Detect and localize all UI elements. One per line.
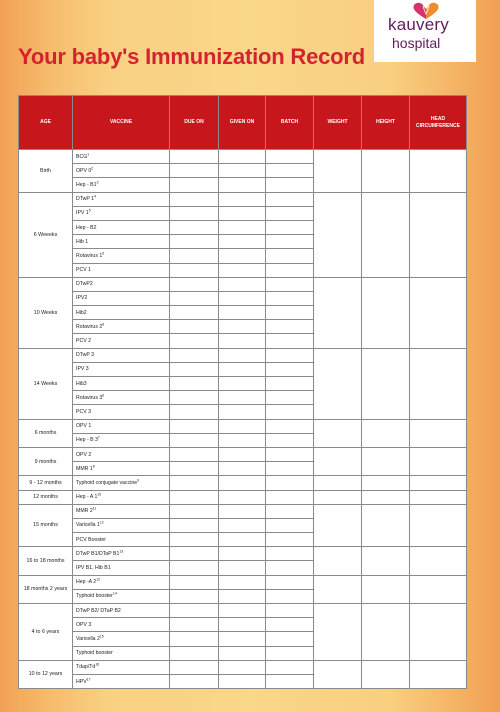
weight-field[interactable] bbox=[314, 348, 362, 419]
given-on-field[interactable] bbox=[219, 334, 266, 348]
given-on-field[interactable] bbox=[219, 533, 266, 547]
immunization-table bbox=[18, 95, 467, 689]
vaccine-name: OPV 3 bbox=[76, 621, 92, 628]
given-on-field[interactable] bbox=[219, 306, 266, 320]
due-on-field[interactable] bbox=[170, 419, 219, 433]
age-cell: 18 months 2 years bbox=[19, 575, 73, 603]
vaccine-name: OPV 0 bbox=[76, 167, 92, 174]
age-cell: 4 to 6 years bbox=[19, 604, 73, 661]
vaccine-name: MMR 1 bbox=[76, 465, 93, 472]
batch-field[interactable] bbox=[266, 391, 314, 405]
due-on-field[interactable] bbox=[170, 235, 219, 249]
weight-field[interactable] bbox=[314, 547, 362, 575]
footnote-marker: 1 bbox=[87, 151, 90, 156]
vaccine-cell bbox=[73, 646, 170, 660]
vaccine-cell bbox=[73, 561, 170, 575]
batch-field[interactable] bbox=[266, 405, 314, 419]
height-field[interactable] bbox=[362, 447, 410, 475]
head-circumference-field[interactable] bbox=[410, 476, 467, 490]
footnote-marker: 10 bbox=[97, 492, 102, 497]
vaccine-name: PCV Booster bbox=[76, 536, 106, 543]
batch-field[interactable] bbox=[266, 476, 314, 490]
vaccine-name: Varicella 2 bbox=[76, 635, 100, 642]
vaccine-cell bbox=[73, 306, 170, 320]
vaccine-name: Hep - A 1 bbox=[76, 494, 98, 501]
vaccine-cell bbox=[73, 320, 170, 334]
head-circumference-field[interactable] bbox=[410, 447, 467, 475]
due-on-field[interactable] bbox=[170, 674, 219, 688]
age-cell: 16 to 18 months bbox=[19, 547, 73, 575]
footnote-marker: 6 bbox=[102, 393, 105, 398]
vaccine-name: Hib2 bbox=[76, 309, 87, 316]
given-on-field[interactable] bbox=[219, 405, 266, 419]
due-on-field[interactable] bbox=[170, 192, 219, 206]
given-on-field[interactable] bbox=[219, 348, 266, 362]
vaccine-name: Varicella 1 bbox=[76, 522, 100, 529]
table-row bbox=[19, 490, 467, 504]
given-on-field[interactable] bbox=[219, 490, 266, 504]
vaccine-name: DTwP B1/DTaP B1 bbox=[76, 550, 120, 557]
table-row bbox=[19, 150, 467, 164]
vaccine-cell bbox=[73, 433, 170, 447]
batch-field[interactable] bbox=[266, 674, 314, 688]
batch-field[interactable] bbox=[266, 362, 314, 376]
table-row bbox=[19, 575, 467, 589]
due-on-field[interactable] bbox=[170, 589, 219, 603]
vaccine-name: DTwP B2/ DTaP B2 bbox=[76, 607, 121, 614]
batch-field[interactable] bbox=[266, 533, 314, 547]
height-field[interactable] bbox=[362, 575, 410, 603]
batch-field[interactable] bbox=[266, 561, 314, 575]
batch-field[interactable] bbox=[266, 490, 314, 504]
weight-field[interactable] bbox=[314, 504, 362, 547]
due-on-field[interactable] bbox=[170, 618, 219, 632]
vaccine-name: OPV 2 bbox=[76, 451, 92, 458]
column-header-age: AGE bbox=[19, 96, 73, 150]
vaccine-name: Typhoid conjugate vaccine bbox=[76, 479, 138, 486]
vaccine-name: Hep - B2 bbox=[76, 224, 97, 231]
vaccine-cell bbox=[73, 291, 170, 305]
due-on-field[interactable] bbox=[170, 533, 219, 547]
footnote-marker: 16 bbox=[95, 662, 100, 667]
vaccine-cell bbox=[73, 447, 170, 461]
due-on-field[interactable] bbox=[170, 504, 219, 518]
batch-field[interactable] bbox=[266, 291, 314, 305]
batch-field[interactable] bbox=[266, 632, 314, 646]
column-header-weight: WEIGHT bbox=[314, 96, 362, 150]
height-field[interactable] bbox=[362, 150, 410, 193]
vaccine-cell bbox=[73, 277, 170, 291]
age-cell: Birth bbox=[19, 150, 73, 193]
vaccine-cell bbox=[73, 263, 170, 277]
vaccine-cell bbox=[73, 533, 170, 547]
due-on-field[interactable] bbox=[170, 291, 219, 305]
due-on-field[interactable] bbox=[170, 206, 219, 220]
vaccine-cell bbox=[73, 391, 170, 405]
weight-field[interactable] bbox=[314, 150, 362, 193]
vaccine-name: HPV bbox=[76, 678, 87, 685]
height-field[interactable] bbox=[362, 490, 410, 504]
vaccine-name: DTwP 1 bbox=[76, 196, 95, 203]
vaccine-name: Tdap/Td bbox=[76, 664, 96, 671]
given-on-field[interactable] bbox=[219, 561, 266, 575]
vaccine-name: Hep - B 3 bbox=[76, 437, 98, 444]
vaccine-name: DTwP 3 bbox=[76, 352, 95, 359]
vaccine-cell bbox=[73, 405, 170, 419]
given-on-field[interactable] bbox=[219, 589, 266, 603]
vaccine-cell bbox=[73, 618, 170, 632]
vaccine-cell bbox=[73, 150, 170, 164]
footnote-marker: 15 bbox=[99, 634, 104, 639]
vaccine-name: Hib3 bbox=[76, 380, 87, 387]
head-circumference-field[interactable] bbox=[410, 575, 467, 603]
vaccine-name: IPV 1 bbox=[76, 210, 89, 217]
due-on-field[interactable] bbox=[170, 306, 219, 320]
weight-field[interactable] bbox=[314, 447, 362, 475]
vaccine-name: Rotavirus 2 bbox=[76, 323, 103, 330]
batch-field[interactable] bbox=[266, 518, 314, 532]
given-on-field[interactable] bbox=[219, 476, 266, 490]
vaccine-name: IPV B1, Hib B1 bbox=[76, 565, 111, 572]
given-on-field[interactable] bbox=[219, 391, 266, 405]
given-on-field[interactable] bbox=[219, 235, 266, 249]
batch-field[interactable] bbox=[266, 646, 314, 660]
given-on-field[interactable] bbox=[219, 362, 266, 376]
vaccine-cell bbox=[73, 192, 170, 206]
table-row bbox=[19, 660, 467, 674]
vaccine-name: BCG bbox=[76, 153, 88, 160]
vaccine-name: PCV 1 bbox=[76, 267, 91, 274]
weight-field[interactable] bbox=[314, 277, 362, 348]
given-on-field[interactable] bbox=[219, 547, 266, 561]
vaccine-cell bbox=[73, 476, 170, 490]
vaccine-name: Rotavirus 3 bbox=[76, 394, 103, 401]
due-on-field[interactable] bbox=[170, 447, 219, 461]
vaccine-cell bbox=[73, 674, 170, 688]
due-on-field[interactable] bbox=[170, 263, 219, 277]
given-on-field[interactable] bbox=[219, 674, 266, 688]
age-cell: 14 Weeks bbox=[19, 348, 73, 419]
column-header-due-on: DUE ON bbox=[170, 96, 219, 150]
due-on-field[interactable] bbox=[170, 150, 219, 164]
weight-field[interactable] bbox=[314, 419, 362, 447]
given-on-field[interactable] bbox=[219, 462, 266, 476]
weight-field[interactable] bbox=[314, 476, 362, 490]
due-on-field[interactable] bbox=[170, 660, 219, 674]
batch-field[interactable] bbox=[266, 178, 314, 192]
batch-field[interactable] bbox=[266, 192, 314, 206]
column-header-head-circumference: HEAD CIRCUMFERENCE bbox=[410, 96, 467, 150]
vaccine-cell bbox=[73, 604, 170, 618]
due-on-field[interactable] bbox=[170, 476, 219, 490]
given-on-field[interactable] bbox=[219, 604, 266, 618]
vaccine-cell bbox=[73, 178, 170, 192]
vaccine-cell bbox=[73, 419, 170, 433]
column-header-given-on: GIVEN ON bbox=[219, 96, 266, 150]
table-row bbox=[19, 277, 467, 291]
vaccine-cell bbox=[73, 504, 170, 518]
vaccine-name: Hib 1 bbox=[76, 238, 89, 245]
given-on-field[interactable] bbox=[219, 150, 266, 164]
given-on-field[interactable] bbox=[219, 178, 266, 192]
age-cell: 6 months bbox=[19, 419, 73, 447]
batch-field[interactable] bbox=[266, 504, 314, 518]
given-on-field[interactable] bbox=[219, 164, 266, 178]
batch-field[interactable] bbox=[266, 377, 314, 391]
due-on-field[interactable] bbox=[170, 575, 219, 589]
given-on-field[interactable] bbox=[219, 646, 266, 660]
table-row bbox=[19, 476, 467, 490]
given-on-field[interactable] bbox=[219, 263, 266, 277]
page-title: Your baby's Immunization Record bbox=[18, 44, 366, 69]
height-field[interactable] bbox=[362, 660, 410, 688]
height-field[interactable] bbox=[362, 348, 410, 419]
head-circumference-field[interactable] bbox=[410, 490, 467, 504]
due-on-field[interactable] bbox=[170, 164, 219, 178]
footnote-marker: 3 bbox=[96, 180, 99, 185]
footnote-marker: 4 bbox=[94, 194, 97, 199]
batch-field[interactable] bbox=[266, 462, 314, 476]
footnote-marker: 8 bbox=[92, 463, 95, 468]
vaccine-cell bbox=[73, 490, 170, 504]
given-on-field[interactable] bbox=[219, 206, 266, 220]
age-cell: 9 - 12 months bbox=[19, 476, 73, 490]
height-field[interactable] bbox=[362, 277, 410, 348]
batch-field[interactable] bbox=[266, 220, 314, 234]
head-circumference-field[interactable] bbox=[410, 547, 467, 575]
given-on-field[interactable] bbox=[219, 377, 266, 391]
vaccine-name: IPV 3 bbox=[76, 366, 89, 373]
vaccine-name: DTwP2 bbox=[76, 281, 93, 288]
due-on-field[interactable] bbox=[170, 518, 219, 532]
given-on-field[interactable] bbox=[219, 660, 266, 674]
vaccine-cell bbox=[73, 518, 170, 532]
footnote-marker: 12 bbox=[99, 520, 104, 525]
head-circumference-field[interactable] bbox=[410, 192, 467, 277]
batch-field[interactable] bbox=[266, 150, 314, 164]
weight-field[interactable] bbox=[314, 490, 362, 504]
vaccine-name: Hep -A 2 bbox=[76, 579, 97, 586]
height-field[interactable] bbox=[362, 476, 410, 490]
footnote-marker: 11 bbox=[92, 506, 97, 511]
batch-field[interactable] bbox=[266, 235, 314, 249]
given-on-field[interactable] bbox=[219, 575, 266, 589]
given-on-field[interactable] bbox=[219, 618, 266, 632]
weight-field[interactable] bbox=[314, 192, 362, 277]
batch-field[interactable] bbox=[266, 447, 314, 461]
vaccine-cell bbox=[73, 660, 170, 674]
given-on-field[interactable] bbox=[219, 504, 266, 518]
due-on-field[interactable] bbox=[170, 348, 219, 362]
vaccine-name: Typhoid booster bbox=[76, 593, 113, 600]
batch-field[interactable] bbox=[266, 277, 314, 291]
vaccine-name: PCV 3 bbox=[76, 408, 91, 415]
age-cell: 9 months bbox=[19, 447, 73, 475]
due-on-field[interactable] bbox=[170, 490, 219, 504]
table-row bbox=[19, 604, 467, 618]
batch-field[interactable] bbox=[266, 348, 314, 362]
vaccine-cell bbox=[73, 547, 170, 561]
batch-field[interactable] bbox=[266, 660, 314, 674]
due-on-field[interactable] bbox=[170, 604, 219, 618]
footnote-marker: 13 bbox=[119, 549, 124, 554]
table-row bbox=[19, 419, 467, 433]
height-field[interactable] bbox=[362, 504, 410, 547]
vaccine-name: IPV2 bbox=[76, 295, 88, 302]
batch-field[interactable] bbox=[266, 206, 314, 220]
head-circumference-field[interactable] bbox=[410, 504, 467, 547]
vaccine-cell bbox=[73, 249, 170, 263]
due-on-field[interactable] bbox=[170, 462, 219, 476]
weight-field[interactable] bbox=[314, 660, 362, 688]
due-on-field[interactable] bbox=[170, 632, 219, 646]
vaccine-cell bbox=[73, 220, 170, 234]
due-on-field[interactable] bbox=[170, 320, 219, 334]
vaccine-cell bbox=[73, 362, 170, 376]
due-on-field[interactable] bbox=[170, 391, 219, 405]
vaccine-cell bbox=[73, 334, 170, 348]
batch-field[interactable] bbox=[266, 604, 314, 618]
given-on-field[interactable] bbox=[219, 320, 266, 334]
age-cell: 6 Weeeks bbox=[19, 192, 73, 277]
vaccine-cell bbox=[73, 377, 170, 391]
column-header-batch: BATCH bbox=[266, 96, 314, 150]
vaccine-name: PCV 2 bbox=[76, 338, 91, 345]
weight-field[interactable] bbox=[314, 575, 362, 603]
kauvery-hospital-logo bbox=[374, 0, 476, 62]
height-field[interactable] bbox=[362, 419, 410, 447]
head-circumference-field[interactable] bbox=[410, 660, 467, 688]
due-on-field[interactable] bbox=[170, 433, 219, 447]
due-on-field[interactable] bbox=[170, 547, 219, 561]
batch-field[interactable] bbox=[266, 334, 314, 348]
due-on-field[interactable] bbox=[170, 362, 219, 376]
height-field[interactable] bbox=[362, 192, 410, 277]
given-on-field[interactable] bbox=[219, 518, 266, 532]
given-on-field[interactable] bbox=[219, 220, 266, 234]
due-on-field[interactable] bbox=[170, 377, 219, 391]
given-on-field[interactable] bbox=[219, 447, 266, 461]
logo-text-kauvery: kauvery bbox=[388, 15, 449, 34]
table-row bbox=[19, 547, 467, 561]
head-circumference-field[interactable] bbox=[410, 277, 467, 348]
batch-field[interactable] bbox=[266, 320, 314, 334]
batch-field[interactable] bbox=[266, 164, 314, 178]
vaccine-name: Hep - B1 bbox=[76, 181, 97, 188]
footnote-marker: 2 bbox=[91, 166, 94, 171]
vaccine-cell bbox=[73, 348, 170, 362]
given-on-field[interactable] bbox=[219, 192, 266, 206]
footnote-marker: 9 bbox=[137, 478, 140, 483]
due-on-field[interactable] bbox=[170, 646, 219, 660]
vaccine-name: MMR 2 bbox=[76, 508, 93, 515]
batch-field[interactable] bbox=[266, 419, 314, 433]
batch-field[interactable] bbox=[266, 263, 314, 277]
vaccine-cell bbox=[73, 589, 170, 603]
age-cell: 12 months bbox=[19, 490, 73, 504]
vaccine-cell bbox=[73, 164, 170, 178]
table-row bbox=[19, 504, 467, 518]
footnote-marker: 7 bbox=[97, 435, 100, 440]
due-on-field[interactable] bbox=[170, 249, 219, 263]
vaccine-name: Rotavirus 1 bbox=[76, 252, 103, 259]
age-cell: 10 to 12 years bbox=[19, 660, 73, 688]
footnote-marker: 14 bbox=[112, 591, 117, 596]
batch-field[interactable] bbox=[266, 547, 314, 561]
footnote-marker: 5 bbox=[88, 208, 91, 213]
head-circumference-field[interactable] bbox=[410, 150, 467, 193]
table-row bbox=[19, 348, 467, 362]
footnote-marker: 17 bbox=[86, 676, 91, 681]
vaccine-cell bbox=[73, 632, 170, 646]
given-on-field[interactable] bbox=[219, 419, 266, 433]
vaccine-cell bbox=[73, 575, 170, 589]
footnote-marker: 12 bbox=[96, 577, 101, 582]
given-on-field[interactable] bbox=[219, 433, 266, 447]
column-header-vaccine: VACCINE bbox=[73, 96, 170, 150]
batch-field[interactable] bbox=[266, 575, 314, 589]
given-on-field[interactable] bbox=[219, 249, 266, 263]
batch-field[interactable] bbox=[266, 306, 314, 320]
due-on-field[interactable] bbox=[170, 220, 219, 234]
vaccine-name: OPV 1 bbox=[76, 423, 92, 430]
due-on-field[interactable] bbox=[170, 405, 219, 419]
table-row bbox=[19, 192, 467, 206]
batch-field[interactable] bbox=[266, 249, 314, 263]
footnote-marker: 6 bbox=[102, 251, 105, 256]
given-on-field[interactable] bbox=[219, 277, 266, 291]
column-header-height: HEIGHT bbox=[362, 96, 410, 150]
logo-text-hospital: hospital bbox=[392, 35, 441, 51]
table-header-row bbox=[19, 96, 467, 150]
vaccine-cell bbox=[73, 206, 170, 220]
weight-field[interactable] bbox=[314, 604, 362, 661]
head-circumference-field[interactable] bbox=[410, 604, 467, 661]
due-on-field[interactable] bbox=[170, 178, 219, 192]
given-on-field[interactable] bbox=[219, 632, 266, 646]
due-on-field[interactable] bbox=[170, 277, 219, 291]
table-row bbox=[19, 447, 467, 461]
head-circumference-field[interactable] bbox=[410, 348, 467, 419]
given-on-field[interactable] bbox=[219, 291, 266, 305]
batch-field[interactable] bbox=[266, 433, 314, 447]
footnote-marker: 6 bbox=[102, 322, 105, 327]
height-field[interactable] bbox=[362, 604, 410, 661]
height-field[interactable] bbox=[362, 547, 410, 575]
batch-field[interactable] bbox=[266, 589, 314, 603]
age-cell: 10 Weeks bbox=[19, 277, 73, 348]
age-cell: 15 months bbox=[19, 504, 73, 547]
vaccine-cell bbox=[73, 235, 170, 249]
table-body bbox=[19, 150, 467, 689]
batch-field[interactable] bbox=[266, 618, 314, 632]
vaccine-name: Typhoid booster bbox=[76, 650, 113, 657]
due-on-field[interactable] bbox=[170, 334, 219, 348]
due-on-field[interactable] bbox=[170, 561, 219, 575]
vaccine-cell bbox=[73, 462, 170, 476]
head-circumference-field[interactable] bbox=[410, 419, 467, 447]
